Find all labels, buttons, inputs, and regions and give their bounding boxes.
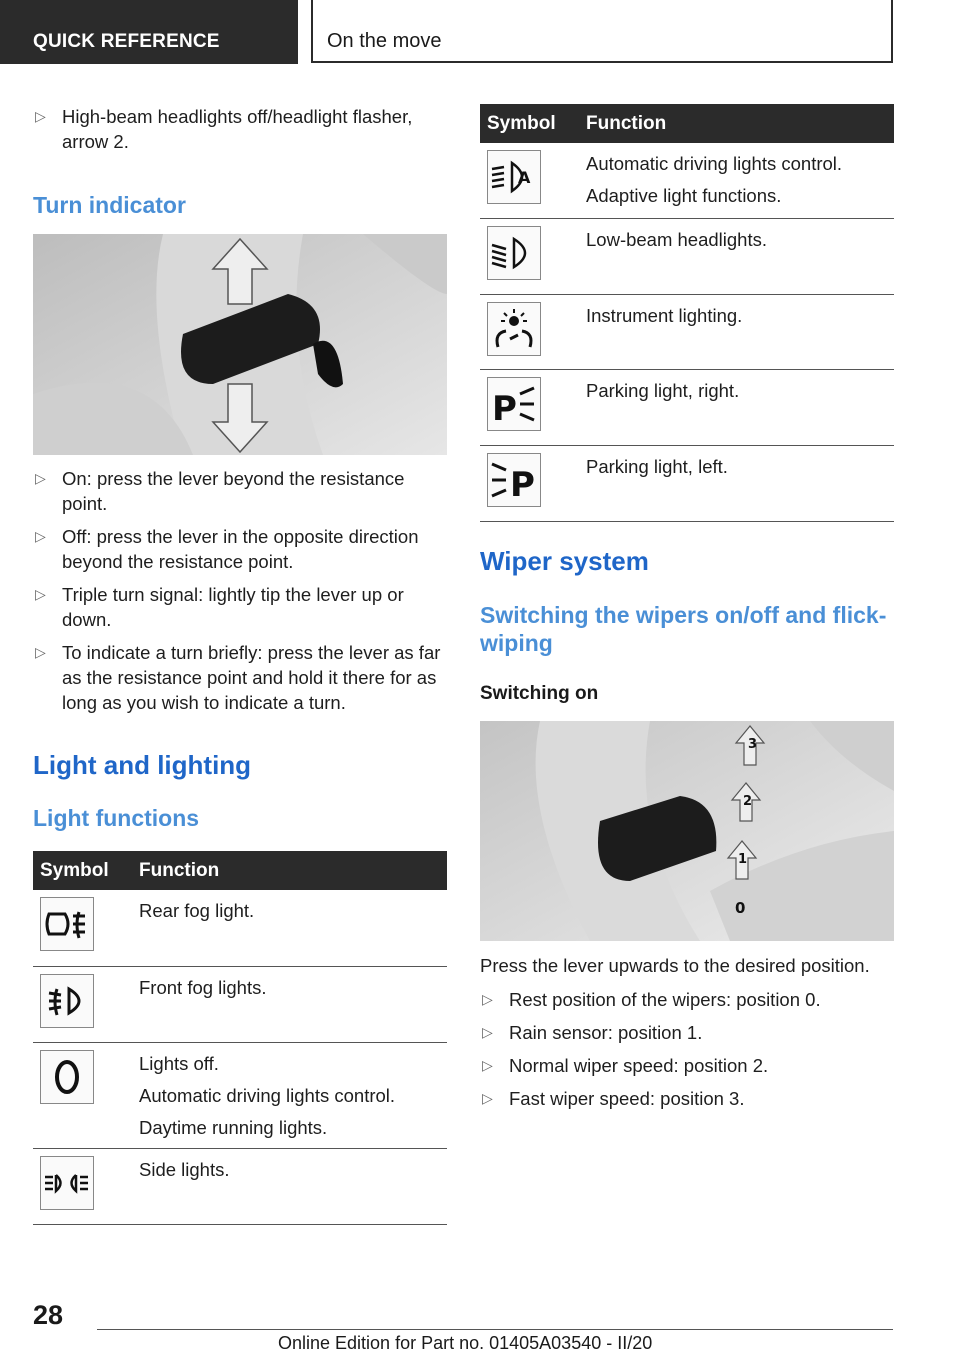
list-item: ▷ To indicate a turn briefly: press the lever as far as the resistance point and hold it there for as long as you wish to indicate a turn. [35,642,441,713]
table-row [480,294,894,369]
header-section-label: QUICK REFERENCE [33,31,220,52]
instrument-lighting-icon [487,302,541,356]
turn-lever-illustration [33,234,447,455]
wiper-switching-heading: Switching the wipers on/off and flick-wiping [480,602,887,656]
parking-light-left-icon [487,453,541,507]
auto-lights-icon [487,150,541,204]
function-text: Automatic driving lights control. [139,1084,396,1106]
bullet-triangle-icon: ▷ [35,108,46,124]
col-symbol-header: Symbol [33,851,139,890]
lights-off-icon [40,1050,94,1104]
function-text: Daytime running lights. [139,1116,328,1138]
wiper-position-label: 0 [735,899,746,917]
function-text: Rear fog light. [139,900,255,921]
col-function-header: Function [139,851,447,890]
wiper-position-label: 2 [743,794,753,809]
light-functions-heading: Light functions [33,805,200,831]
footer-edition-text: Online Edition for Part no. 01405A03540 - II/20 [278,1333,653,1353]
function-text: Front fog lights. [139,976,267,998]
wiper-lever-illustration [480,721,894,941]
parking-light-right-icon [487,377,541,431]
bullet-triangle-icon: ▷ [35,528,46,544]
function-text: Parking light, right. [586,379,740,401]
bullet-triangle-icon: ▷ [482,1024,493,1040]
front-fog-lights-icon [40,974,94,1028]
list-item: ▷ High-beam headlights off/headlight flasher, arrow 2. [35,106,413,152]
light-functions-table [33,851,447,1225]
svg-text:P: P [510,464,535,505]
col-symbol-header: Symbol [480,104,586,143]
list-item: ▷ Rest position of the wipers: position 0. [482,989,821,1010]
table-row [33,966,447,1042]
function-text: Low-beam headlights. [586,228,767,250]
footer-divider [97,1329,893,1330]
function-text: Parking light, left. [586,455,728,477]
bullet-triangle-icon: ▷ [35,586,46,602]
press-lever-text: Press the lever upwards to the desired position. [480,955,870,976]
list-item: ▷ On: press the lever beyond the resistance point. [35,468,405,514]
bullet-triangle-icon: ▷ [482,991,493,1007]
table-row [480,143,894,218]
bullet-triangle-icon: ▷ [35,644,46,660]
page-number: 28 [33,1300,64,1330]
table-row [33,1042,447,1148]
wiper-position-label: 3 [748,737,758,752]
list-item: ▷ Rain sensor: position 1. [482,1022,703,1043]
col-function-header: Function [586,104,894,143]
bullet-triangle-icon: ▷ [35,470,46,486]
table-row [480,445,894,521]
header-section-tab [0,0,298,64]
turn-bullet-list [33,466,448,723]
table-row [33,1148,447,1224]
side-lights-icon [40,1156,94,1210]
function-text: Adaptive light functions. [586,185,782,206]
list-item: ▷ Normal wiper speed: position 2. [482,1055,769,1076]
wiper-system-heading: Wiper system [480,546,649,576]
bullet-triangle-icon: ▷ [482,1057,493,1073]
header-chapter-box [311,0,893,63]
turn-indicator-heading: Turn indicator [33,192,186,218]
wiper-bullet-list [480,987,895,1119]
table-row [480,218,894,294]
table-row [33,890,447,966]
list-item: ▷ Fast wiper speed: position 3. [482,1088,745,1109]
svg-text:A: A [518,168,531,187]
rear-fog-light-icon [40,897,94,951]
list-item: ▷ Triple turn signal: lightly tip the lever up or down. [35,584,404,630]
left-column [33,104,448,162]
function-text: Automatic driving lights control. [586,153,843,174]
low-beam-icon [487,226,541,280]
light-lighting-heading: Light and lighting [33,750,252,780]
turn-indicator-photo [33,234,447,455]
svg-text:P: P [492,388,517,429]
wiper-position-label: 1 [738,852,748,867]
function-text: Instrument lighting. [586,304,743,326]
right-symbol-table [480,104,894,522]
list-item: ▷ Off: press the lever in the opposite direction beyond the resistance point. [35,526,419,572]
function-text: Side lights. [139,1158,230,1180]
table-row [480,369,894,445]
wiper-lever-photo [480,721,894,941]
header-chapter-label: On the move [327,30,442,52]
function-text: Lights off. [139,1052,219,1074]
bullet-triangle-icon: ▷ [482,1090,493,1106]
switching-on-heading: Switching on [480,683,599,704]
